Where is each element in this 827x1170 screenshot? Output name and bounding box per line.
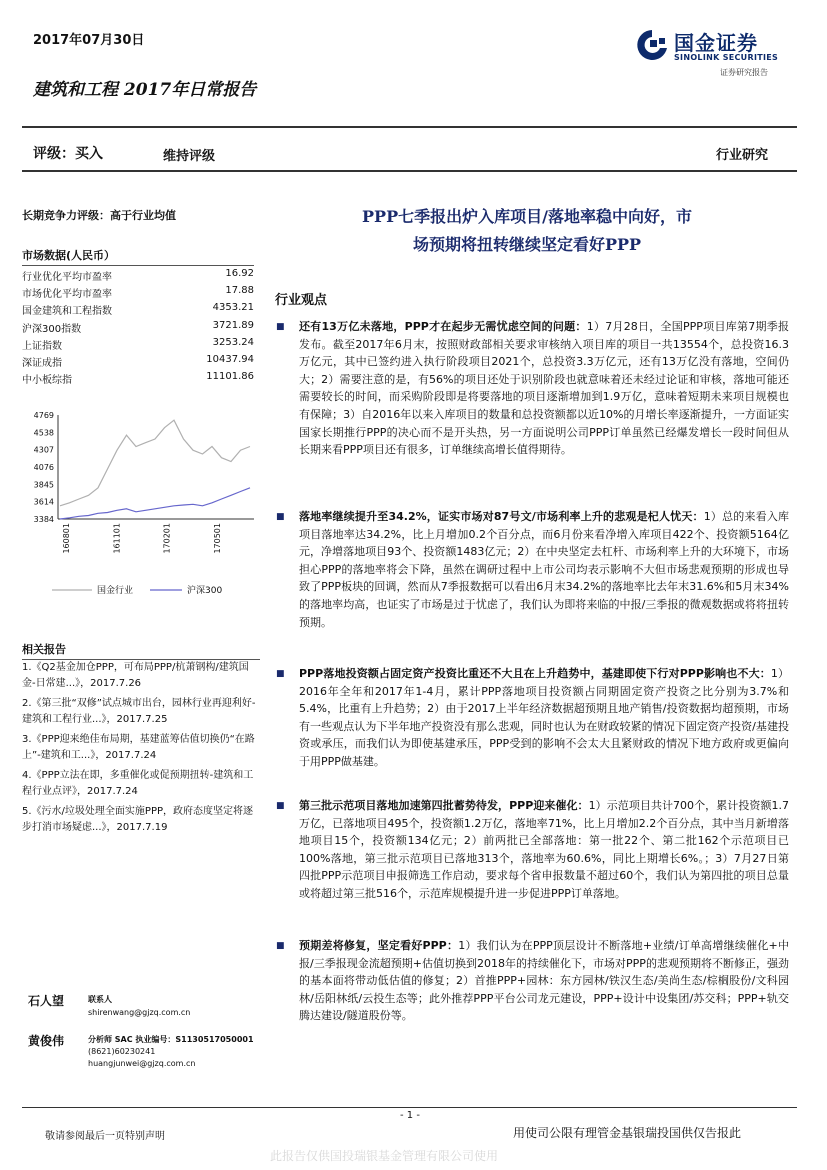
analyst-role: 联系人 (88, 995, 112, 1004)
category-label: 行业研究 (716, 148, 769, 163)
series-line-industry (60, 420, 250, 506)
index-chart (22, 405, 262, 605)
index-chart-svg (22, 405, 262, 605)
market-data-row (22, 285, 254, 300)
paragraph-body: 1）我们认为在PPP顶层设计不断落地+业绩/订单高增继续催化+中报/三季报现金流超预期+估值切换到2018年的持续催化下，市场对PPP的悲观预期将不断修正，强劲的基本面将带动低估值的修复；2）首推PPP+园林：东方园林/铁汉生态/美尚生态/棕榈股份/文科园林/岳阳林纸/云投生态等；此外推荐PPP平台公司龙元建设，PPP+设计中设集团/苏交科；PPP+轨交腾达建设/隧道股份等。 (299, 939, 789, 1023)
bullet-icon: ■ (276, 322, 285, 332)
logo-english: SINOLINK SECURITIES (674, 53, 779, 62)
bullet-icon: ■ (276, 801, 285, 811)
footer-mirror-text: 用使司公限有理管金基银瑞投国供仅告报此 (513, 1126, 742, 1140)
market-data-row (22, 320, 254, 335)
sinolink-logo-icon (634, 26, 670, 66)
long-term-rating: 长期竞争力评级：高于行业均值 (22, 209, 176, 222)
legend-hs300-label: 沪深300 (187, 586, 223, 596)
market-data-label: 沪深300指数 (22, 323, 82, 335)
paragraph-lead: 还有13万亿未落地，PPP才在起步无需忧虑空间的问题： (299, 320, 587, 333)
related-report-item[interactable]: 4.《PPP立法在即，多重催化或促预期扭转-建筑和工程行业点评》，2017.7.24 (22, 770, 254, 797)
market-data-label: 国金建筑和工程指数 (22, 306, 112, 318)
market-data-label: 深证成指 (22, 358, 62, 369)
analyst-email[interactable]: shirenwang@gjzq.com.cn (88, 1008, 191, 1017)
market-data-value: 17.88 (225, 285, 254, 297)
paragraph-lead: 第三批示范项目落地加速第四批蓄势待发，PPP迎来催化： (299, 799, 589, 812)
y-tick-label: 4538 (33, 428, 54, 438)
report-date: 2017年07月30日 (33, 33, 145, 48)
related-report-item[interactable]: 1.《Q2基金加仓PPP，可布局PPP/杭萧钢构/建筑国金-日常建...》，2017.7.26 (22, 662, 249, 689)
page-number: - 1 - (400, 1110, 420, 1121)
viewpoint-paragraph (299, 508, 789, 631)
related-reports-list (22, 660, 260, 840)
market-data-row (22, 268, 254, 283)
logo-name: 国金证券 (674, 31, 758, 55)
paragraph-lead: 落地率继续提升至34.2%，证实市场对87号文/市场利率上升的悲观是杞人忧天： (299, 510, 704, 523)
paragraph-lead: PPP落地投资额占固定资产投资比重还不大且在上升趋势中，基建即使下行对PPP影响也不大： (299, 667, 771, 680)
market-data-label: 市场优化平均市盈率 (22, 289, 112, 301)
market-data-value: 11101.86 (206, 371, 254, 383)
rating-note: 维持评级 (163, 149, 216, 164)
related-reports-title: 相关报告 (22, 641, 260, 660)
disclaimer-note: 敬请参阅最后一页特别声明 (45, 1131, 165, 1142)
bullet-icon: ■ (276, 512, 285, 522)
section-title: 行业观点 (275, 293, 328, 308)
market-data-value: 4353.21 (212, 302, 254, 314)
market-data-row (22, 302, 254, 317)
market-data-label: 中小板综指 (22, 375, 72, 387)
bullet-icon: ■ (276, 941, 285, 951)
market-data-label: 行业优化平均市盈率 (22, 272, 112, 283)
market-data-value: 16.92 (225, 268, 254, 279)
market-data-label: 上证指数 (22, 340, 62, 352)
y-tick-label: 3384 (33, 515, 54, 524)
viewpoint-paragraph (299, 937, 789, 1025)
market-data-value: 3253.24 (212, 336, 254, 348)
y-tick-label: 3845 (33, 480, 54, 490)
paragraph-body: 1）示范项目共计700个，累计投资额1.7万亿，已落地项目495个，投资额1.2万亿，落地率71%，比上月增加2.2个百分点，其中当月新增落地项目15个，投资额134亿元；2）前两批已全部落地：第一批22个、第二批162个示范项目已100%落地，第三批示范项目已落地313个，落地率为60.6%，同比上期增长6%。；3）7月27日第四批PPP示范项目申报筛选工作启动，要求每个省申报数量不超过60个，我们认为第四批的项目总量或将超过第三批516个，示范库规模提升进一步促进PPP订单落地。 (299, 799, 789, 900)
y-tick-label: 4769 (33, 411, 54, 420)
analyst-name: 石人望 (28, 994, 65, 1008)
bullet-icon: ■ (276, 669, 285, 679)
related-report-item[interactable]: 2.《第三批“双修”试点城市出台，园林行业再迎利好-建筑和工程行业...》，2017.7.25 (22, 698, 256, 725)
analyst-name: 黄俊伟 (28, 1034, 65, 1048)
paragraph-body: 1）总的来看入库项目落地率达34.2%，比上月增加0.2个百分点，而6月份来看净增入库项目422个、投资额5164亿元，净增落地项目93个、投资额1483亿元；2）在中央坚定去杠杆、市场利率上升的大环境下，市场担心PPP的落地率将会下降，虽然在调研过程中上市公司均表示影响不大但市场悲观预期的形成也导致了PPP板块的回调，然而从7季报数据可以看出6月末34.2%的落地率比去年末31.6%和5月末34%的落地率均高，也证实了市场是过于忧虑了，我们认为即将来临的中报/三季报的微观数据或将将扭转预期。 (299, 510, 789, 629)
related-report-item[interactable]: 5.《污水/垃圾处理全面实施PPP，政府态度坚定将逐步打消市场疑虑...》，2017.7.19 (22, 806, 254, 833)
analyst-role: 分析师 SAC 执业编号：S1130517050001 (88, 1035, 254, 1044)
footer-divider (22, 1107, 797, 1108)
logo-sub: 证券研究报告 (720, 68, 768, 77)
market-data-value: 3721.89 (212, 319, 254, 331)
series-line-hs300 (60, 488, 250, 519)
y-tick-label: 3614 (33, 497, 54, 507)
viewpoint-paragraph (299, 665, 789, 771)
legend-industry-label: 国金行业 (97, 586, 134, 596)
x-tick-label: 170201 (162, 523, 172, 554)
related-report-item[interactable]: 3.《PPP迎来绝佳布局期，基建蓝筹估值切换仍“在路上”-建筑和工...》，2017.7.24 (22, 734, 255, 761)
paragraph-lead: 预期差将修复，坚定看好PPP： (299, 939, 459, 952)
headline-line-2: 场预期将扭转继续坚定看好PPP (412, 235, 642, 254)
x-tick-label: 160801 (62, 523, 71, 554)
market-data-row (22, 354, 254, 369)
market-data-title: 市场数据(人民币） (22, 247, 254, 266)
market-data-table (22, 268, 260, 398)
market-data-value: 10437.94 (206, 354, 254, 365)
viewpoint-paragraph (299, 797, 789, 903)
rating-label: 评级：买入 (33, 146, 103, 162)
header-divider (22, 126, 797, 128)
market-data-row (22, 371, 254, 386)
report-title: 建筑和工程 2017年日常报告 (33, 80, 257, 100)
y-tick-label: 4076 (33, 463, 54, 472)
analyst-phone: (8621)60230241 (88, 1047, 156, 1056)
paragraph-body: 1）7月28日，全国PPP项目库第7期季报发布。截至2017年6月末，按照财政部相关要求审核纳入项目库的项目一共13554个，总投资16.3万亿元，其中已签约进入执行阶段项目2021个，总投资3.3万亿元，还有13万亿没有落地，空间仍大；2）需要注意的是，有56%的项目还处于识别阶段也就意味着还未经过论证和审核，落地可能还需要较长的时间，而采购阶段即是将要落地的项目逐渐增加到1.9万亿，意味着短期未来项目规模也有保障；3）自2016年以来入库项目的数量和总投资额都以近10%的月增长率逐渐提升，一方面证实国家长期推行PPP的决心而不是开头热，另一方面说明公司PPP订单虽然已经爆发增长一段时间但从长期来看PPP项目还有很多，订单继续高增长值得期待。 (299, 320, 789, 457)
rating-divider (22, 170, 797, 172)
analyst-email[interactable]: huangjunwei@gjzq.com.cn (88, 1059, 196, 1068)
y-tick-label: 4307 (33, 445, 54, 455)
company-logo (634, 24, 794, 84)
watermark: 此报告仅供国投瑞银基金管理有限公司使用 (270, 1149, 499, 1163)
paragraph-body: 1）2016年全年和2017年1-4月，累计PPP落地项目投资额占同期固定资产投资之比分别为3.7%和5.4%，比重有上升趋势；2）由于2017上半年经济数据超预期且地产销售/投资数据均超预期，市场有一些观点认为下半年地产投资没有那么悲观，同时也认为在财政较紧的情况下固定资产投资/基建投资或承压，而我们认为即使基建承压，PPP受到的影响不会太大且紧财政的情况下地方政府或更偏向于用PPP做基建。 (299, 667, 789, 768)
x-tick-label: 161101 (112, 523, 122, 554)
market-data-row (22, 337, 254, 352)
headline-line-1: PPP七季报出炉入库项目/落地率稳中向好，市 (362, 207, 692, 226)
viewpoint-paragraph (299, 318, 789, 459)
x-tick-label: 170501 (212, 523, 222, 554)
